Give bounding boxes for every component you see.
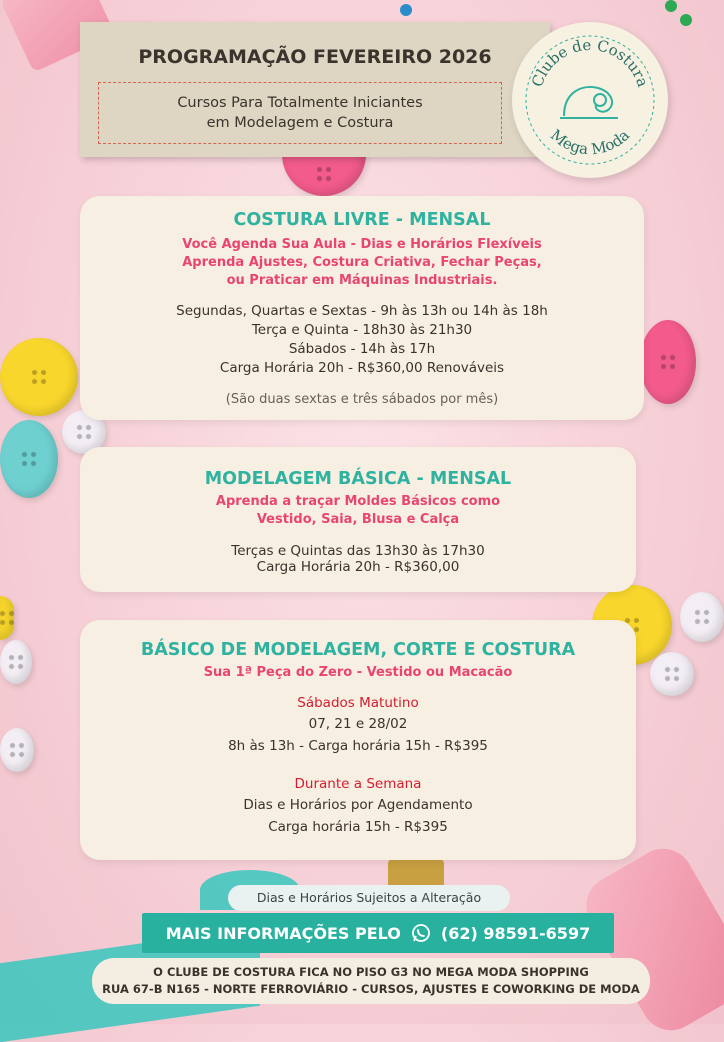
course-highlight: Vestido, Saia, Blusa e Calça <box>256 512 460 527</box>
course-price: Carga Horária 20h - R$360,00 Renováveis <box>219 360 505 376</box>
contact-label: MAIS INFORMAÇÕES PELO <box>165 923 401 943</box>
white-button-decoration <box>0 640 32 684</box>
course-schedule: Terça e Quinta - 18h30 às 21h30 <box>251 322 473 338</box>
page-title: PROGRAMAÇÃO FEVEREIRO 2026 <box>138 46 492 68</box>
course-title: COSTURA LIVRE - MENSAL <box>233 210 491 230</box>
club-logo <box>512 22 668 178</box>
pink-button-decoration <box>282 152 366 196</box>
section-heading: Sábados Matutino <box>297 695 419 711</box>
schedule-disclaimer: Dias e Horários Sujeitos a Alteração <box>228 885 510 911</box>
course-title: MODELAGEM BÁSICA - MENSAL <box>204 469 512 489</box>
course-price: Carga horária 15h - R$395 <box>268 819 448 835</box>
course-highlight: Aprenda a traçar Moldes Básicos como <box>215 494 501 509</box>
svg-text:Clube de Costura <box>528 36 652 89</box>
whatsapp-icon <box>411 923 431 943</box>
header-panel <box>80 22 550 157</box>
course-highlight: ou Praticar em Máquinas Industriais. <box>226 273 498 288</box>
header-subtitle-box <box>98 82 502 144</box>
course-note: (São duas sextas e três sábados por mês) <box>225 392 499 407</box>
svg-text:Mega Moda <box>547 126 633 159</box>
pink-button-decoration <box>640 320 696 404</box>
course-title: BÁSICO DE MODELAGEM, CORTE E COSTURA <box>140 640 576 660</box>
teal-button-decoration <box>0 420 58 498</box>
course-dates: 07, 21 e 28/02 <box>308 716 408 732</box>
course-card-basico-modelagem-corte-costura <box>80 620 636 860</box>
logo-text-top: Clube de Costura <box>528 35 652 90</box>
address-line: RUA 67-B N165 - NORTE FERROVIÁRIO - CURSOS, AJUSTES E COWORKING DE MODA <box>102 982 640 996</box>
contact-banner[interactable] <box>142 913 614 953</box>
address-box <box>92 958 650 1004</box>
course-schedule: 8h às 13h - Carga horária 15h - R$395 <box>228 738 488 754</box>
course-price: Carga Horária 20h - R$360,00 <box>256 559 460 575</box>
course-highlight: Sua 1ª Peça do Zero - Vestido ou Macacão <box>203 665 513 680</box>
course-card-modelagem-basica <box>80 447 636 592</box>
course-schedule: Sábados - 14h às 17h <box>288 341 436 357</box>
course-highlight: Aprenda Ajustes, Costura Criativa, Fechar Peças, <box>182 255 542 270</box>
address-line: O CLUBE DE COSTURA FICA NO PISO G3 NO MEGA MODA SHOPPING <box>153 965 589 979</box>
section-heading: Durante a Semana <box>294 776 422 792</box>
white-button-decoration <box>0 728 34 772</box>
header-subtitle-line: Cursos Para Totalmente Iniciantes <box>177 95 423 111</box>
course-schedule: Terças e Quintas das 13h30 às 17h30 <box>231 543 485 559</box>
sewing-machine-icon <box>560 87 618 118</box>
white-button-decoration <box>680 592 724 642</box>
white-button-decoration <box>650 652 694 696</box>
logo-emblem <box>512 22 668 178</box>
logo-text-bottom: Mega Moda <box>546 125 634 159</box>
contact-phone[interactable]: (62) 98591-6597 <box>440 923 591 943</box>
course-highlight: Você Agenda Sua Aula - Dias e Horários Flexíveis <box>182 237 542 252</box>
header-subtitle-line: em Modelagem e Costura <box>206 115 394 131</box>
yellow-button-decoration <box>0 338 78 416</box>
course-schedule: Segundas, Quartas e Sextas - 9h às 13h ou 14h às 18h <box>176 303 548 319</box>
course-schedule: Dias e Horários por Agendamento <box>243 797 473 813</box>
course-card-costura-livre <box>80 196 644 420</box>
yellow-button-decoration <box>0 596 14 640</box>
